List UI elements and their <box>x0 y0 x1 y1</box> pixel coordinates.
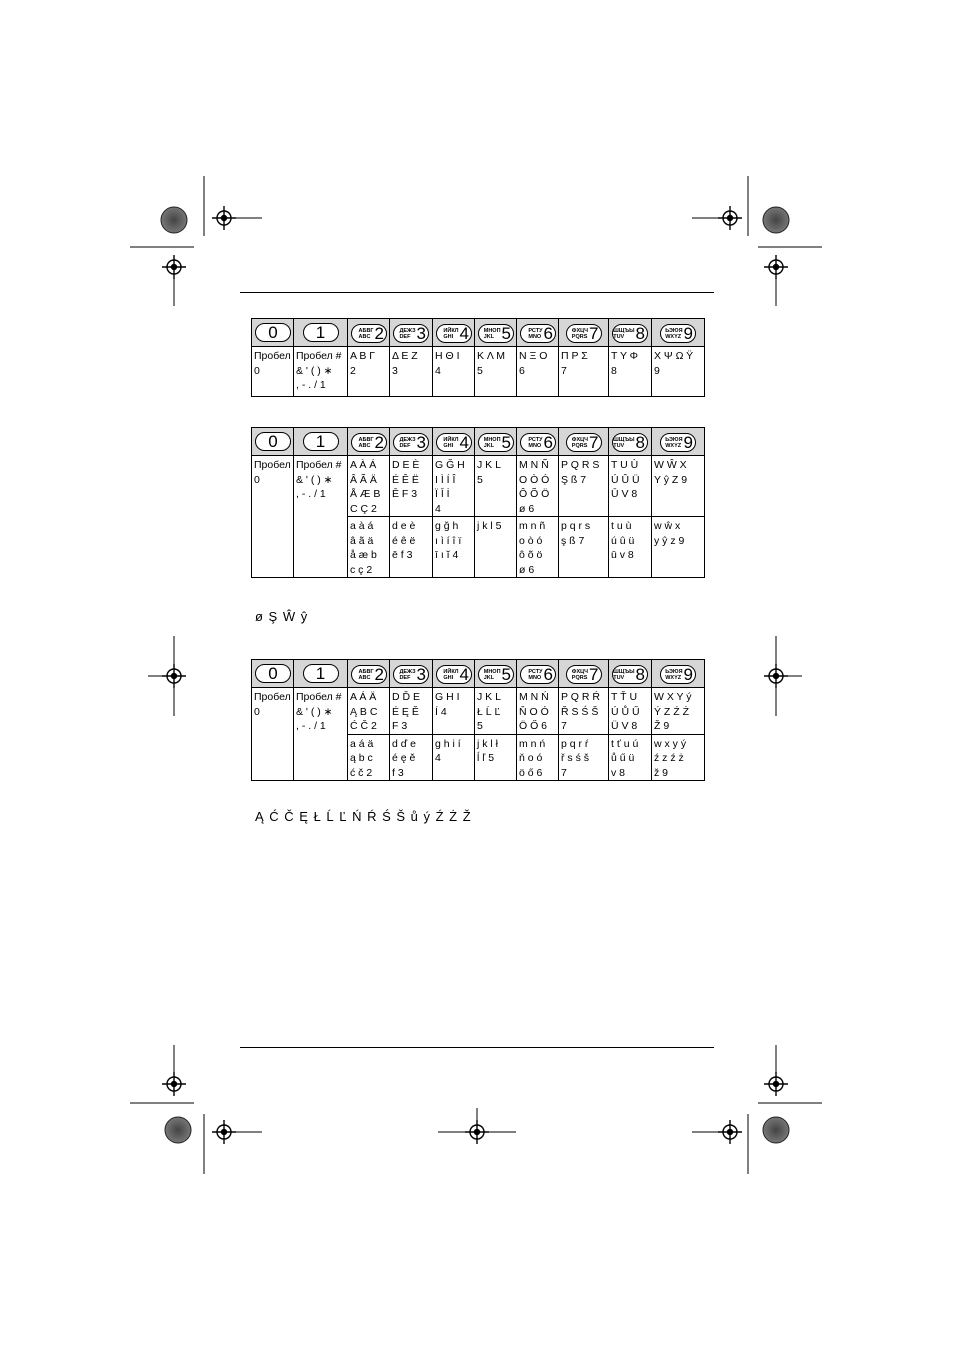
table-cell: G H I Í 4 <box>433 688 475 735</box>
table-cell: P Q R S Ş ß 7 <box>559 456 609 517</box>
key-sub-label <box>443 437 458 449</box>
table-cell: W X Y ý Ý Z Ź Ż Ž 9 <box>652 688 705 735</box>
bottom-rule <box>240 1047 714 1048</box>
table-cell: T U Ù Ú Û Ü Ū V 8 <box>609 456 652 517</box>
key-digit: 7 <box>589 433 599 453</box>
keypad-key-7-icon <box>566 324 602 343</box>
key-digit: 6 <box>543 433 553 453</box>
key-latin-letters: ABC <box>358 333 371 340</box>
key-digit: 1 <box>315 322 326 342</box>
crop-mark-middle-right <box>764 636 802 716</box>
key-cyrillic-letters: АБВГ <box>358 436 374 443</box>
keypad-key-1-icon <box>303 323 339 342</box>
keypad-key-2-icon <box>351 665 387 684</box>
key-digit: 5 <box>501 433 511 453</box>
key-digit: 5 <box>501 324 511 344</box>
key-cyrillic-letters: ЬЭЮЯ <box>665 327 683 334</box>
key-cyrillic-letters: ЬЭЮЯ <box>665 436 683 443</box>
key-latin-letters: PQRS <box>571 442 588 449</box>
key-cyrillic-letters: ФХЦЧ <box>571 436 589 443</box>
key-cyrillic-letters: РСТУ <box>528 668 543 675</box>
key-digit: 3 <box>416 433 426 453</box>
table-cell: P Q R Ŕ Ř S Ś Š 7 <box>559 688 609 735</box>
key-sub-label <box>572 328 588 340</box>
key-sub-label <box>443 669 458 681</box>
keypad-key-8-icon <box>612 665 648 684</box>
key-digit: 9 <box>683 433 693 453</box>
keypad-key-4-icon <box>436 433 472 452</box>
table-cell: t ť u ú ů ű ü v 8 <box>609 734 652 781</box>
key-latin-letters: GHI <box>443 674 454 681</box>
key-sub-label <box>528 669 542 681</box>
key-digit: 4 <box>459 324 469 344</box>
table-cell: d e è é ê ë ē f 3 <box>390 517 433 578</box>
key-cyrillic-letters: ШЩЪЫ <box>613 327 635 334</box>
table-cell: g ğ h ı ì í î ï ī ı ĭ 4 <box>433 517 475 578</box>
key-sub-label <box>484 437 501 449</box>
key-sub-label <box>399 328 415 340</box>
table-cell: g h i í 4 <box>433 734 475 781</box>
key-header-row <box>252 660 705 688</box>
keypad-key-6-icon <box>520 324 556 343</box>
keypad-key-6-icon <box>520 665 556 684</box>
key-latin-letters: DEF <box>399 674 411 681</box>
extended-character-table-1 <box>251 427 705 578</box>
table-cell: Δ E Z 3 <box>390 347 433 397</box>
key-cyrillic-letters: ФХЦЧ <box>571 327 589 334</box>
key-header-cell <box>559 660 609 688</box>
key-sub-label <box>359 437 374 449</box>
key-header-cell <box>390 660 433 688</box>
key-latin-letters: TUV <box>613 333 625 340</box>
key-cyrillic-letters: АБВГ <box>358 327 374 334</box>
keypad-key-7-icon <box>566 433 602 452</box>
key-latin-letters: MNO <box>528 674 542 681</box>
table-cell: d ď e é ę ě f 3 <box>390 734 433 781</box>
key-header-cell <box>559 428 609 456</box>
table-cell: t u ù ú û ü ū v 8 <box>609 517 652 578</box>
crop-mark-top-right <box>692 176 822 306</box>
table-row <box>252 688 705 735</box>
table-cell: m n ñ o ò ó ô õ ö ø 6 <box>517 517 559 578</box>
key-latin-letters: ABC <box>358 442 371 449</box>
table-cell: J K L Ł Ĺ Ľ 5 <box>475 688 517 735</box>
key-sub-label <box>359 328 374 340</box>
keypad-key-2-icon <box>351 324 387 343</box>
key-latin-letters: DEF <box>399 442 411 449</box>
key-latin-letters: DEF <box>399 333 411 340</box>
table-cell: D E È É Ê Ë Ē F 3 <box>390 456 433 517</box>
keypad-key-3-icon <box>393 433 429 452</box>
key-header-cell <box>294 660 348 688</box>
key-header-cell <box>517 660 559 688</box>
key-header-cell <box>348 319 390 347</box>
key-cyrillic-letters: ИЙКЛ <box>443 327 459 334</box>
key-header-cell <box>609 319 652 347</box>
key-digit: 6 <box>543 324 553 344</box>
key-header-cell <box>252 660 294 688</box>
table-cell: p q r ŕ ř s ś š 7 <box>559 734 609 781</box>
key-sub-label <box>484 328 501 340</box>
key-latin-letters: GHI <box>443 442 454 449</box>
keypad-key-9-icon <box>660 324 696 343</box>
keypad-key-4-icon <box>436 665 472 684</box>
keypad-key-5-icon <box>478 433 514 452</box>
table-cell: T Y Φ 8 <box>609 347 652 397</box>
key-digit: 3 <box>416 665 426 685</box>
crop-mark-middle-left <box>148 636 186 716</box>
key-header-cell <box>294 428 348 456</box>
table-cell: Пробел 0 <box>252 688 294 781</box>
keypad-key-1-icon <box>303 432 339 451</box>
key-sub-label <box>665 328 682 340</box>
key-digit: 7 <box>589 665 599 685</box>
keypad-key-7-icon <box>566 665 602 684</box>
keypad-key-6-icon <box>520 433 556 452</box>
key-header-cell <box>390 428 433 456</box>
keypad-key-8-icon <box>612 433 648 452</box>
key-latin-letters: WXYZ <box>665 333 682 340</box>
key-digit: 6 <box>543 665 553 685</box>
key-digit: 8 <box>635 324 645 344</box>
key-cyrillic-letters: МНОП <box>483 668 501 675</box>
key-sub-label <box>613 328 634 340</box>
keypad-key-9-icon <box>660 665 696 684</box>
keypad-key-5-icon <box>478 665 514 684</box>
key-digit: 0 <box>268 322 278 342</box>
key-cyrillic-letters: АБВГ <box>358 668 374 675</box>
key-header-cell <box>559 319 609 347</box>
crop-mark-bottom-right <box>692 1045 822 1174</box>
table-cell: a à á â ã ä å æ b c ç 2 <box>348 517 390 578</box>
key-sub-label <box>665 437 682 449</box>
key-sub-label <box>572 437 588 449</box>
key-latin-letters: JKL <box>483 442 495 449</box>
key-digit: 3 <box>416 324 426 344</box>
table-row <box>252 456 705 517</box>
table-cell: j k l ł ĺ ľ 5 <box>475 734 517 781</box>
crop-mark-bottom-center <box>438 1108 516 1144</box>
key-latin-letters: MNO <box>528 442 542 449</box>
key-latin-letters: GHI <box>443 333 454 340</box>
key-cyrillic-letters: РСТУ <box>528 436 543 443</box>
key-digit: 2 <box>374 665 384 685</box>
table-cell: X Ψ Ω Ϋ 9 <box>652 347 705 397</box>
key-digit: 1 <box>315 663 326 683</box>
key-cyrillic-letters: ДЕЖЗ <box>399 668 416 675</box>
key-digit: 7 <box>589 324 599 344</box>
key-digit: 9 <box>683 324 693 344</box>
key-sub-label <box>484 669 501 681</box>
keypad-key-4-icon <box>436 324 472 343</box>
key-cyrillic-letters: ИЙКЛ <box>443 668 459 675</box>
table-cell: Пробел # & ' ( ) ∗ , - . / 1 <box>294 456 348 578</box>
key-sub-label <box>613 669 634 681</box>
table-cell: H Θ I 4 <box>433 347 475 397</box>
key-digit: 4 <box>459 665 469 685</box>
key-digit: 1 <box>315 431 326 451</box>
table-cell: A Á Ä Ą B C Ć Č 2 <box>348 688 390 735</box>
key-cyrillic-letters: ШЩЪЫ <box>613 668 635 675</box>
key-digit: 5 <box>501 665 511 685</box>
key-header-cell <box>475 319 517 347</box>
key-digit: 8 <box>635 433 645 453</box>
key-sub-label <box>613 437 634 449</box>
keypad-key-2-icon <box>351 433 387 452</box>
key-header-cell <box>475 660 517 688</box>
special-characters-line-2: Ą Ć Č Ę Ł Ĺ Ľ Ń Ŕ Ś Š ů ý Ź Ż Ž <box>255 809 472 824</box>
table-cell: G Ğ H I Ì Í Î Ï Ī İ 4 <box>433 456 475 517</box>
keypad-key-9-icon <box>660 433 696 452</box>
key-latin-letters: JKL <box>483 333 495 340</box>
keypad-key-3-icon <box>393 324 429 343</box>
keypad-key-0-icon <box>255 432 291 451</box>
table-cell: Π P Σ 7 <box>559 347 609 397</box>
table-cell: T Ť U Ú Ů Ű Ü V 8 <box>609 688 652 735</box>
key-latin-letters: WXYZ <box>665 442 682 449</box>
key-header-cell <box>517 428 559 456</box>
key-header-cell <box>475 428 517 456</box>
key-digit: 4 <box>459 433 469 453</box>
table-cell: W Ŵ X Y ŷ Z 9 <box>652 456 705 517</box>
table-cell: Пробел 0 <box>252 347 294 397</box>
key-header-row <box>252 428 705 456</box>
key-cyrillic-letters: ЬЭЮЯ <box>665 668 683 675</box>
top-rule <box>240 292 714 293</box>
table-cell: Пробел 0 <box>252 456 294 578</box>
key-digit: 9 <box>683 665 693 685</box>
key-header-cell <box>652 319 705 347</box>
key-header-cell <box>609 428 652 456</box>
key-cyrillic-letters: ДЕЖЗ <box>399 436 416 443</box>
key-latin-letters: TUV <box>613 442 625 449</box>
key-digit: 2 <box>374 433 384 453</box>
table-cell: Пробел # & ' ( ) ∗ , - . / 1 <box>294 688 348 781</box>
key-header-cell <box>252 319 294 347</box>
key-sub-label <box>399 437 415 449</box>
table-cell: m n ń ň o ó ö ő 6 <box>517 734 559 781</box>
table-cell: J K L 5 <box>475 456 517 517</box>
key-header-cell <box>294 319 348 347</box>
key-cyrillic-letters: ИЙКЛ <box>443 436 459 443</box>
table-cell: K Λ M 5 <box>475 347 517 397</box>
greek-character-table <box>251 318 705 397</box>
key-cyrillic-letters: ШЩЪЫ <box>613 436 635 443</box>
keypad-key-5-icon <box>478 324 514 343</box>
key-latin-letters: PQRS <box>571 674 588 681</box>
key-latin-letters: TUV <box>613 674 625 681</box>
key-digit: 0 <box>268 663 278 683</box>
key-header-cell <box>609 660 652 688</box>
key-header-cell <box>517 319 559 347</box>
key-header-cell <box>652 660 705 688</box>
key-digit: 0 <box>268 431 278 451</box>
crop-mark-top-left <box>130 176 262 306</box>
key-header-cell <box>433 428 475 456</box>
key-cyrillic-letters: МНОП <box>483 436 501 443</box>
table-cell: w ŵ x y ŷ z 9 <box>652 517 705 578</box>
key-header-cell <box>652 428 705 456</box>
key-sub-label <box>528 437 542 449</box>
key-sub-label <box>399 669 415 681</box>
key-sub-label <box>528 328 542 340</box>
table-cell: a á ä ą b c ć č 2 <box>348 734 390 781</box>
table-cell: w x y ý ź z ź ż ž 9 <box>652 734 705 781</box>
extended-character-table-2 <box>251 659 705 781</box>
key-cyrillic-letters: ДЕЖЗ <box>399 327 416 334</box>
key-latin-letters: MNO <box>528 333 542 340</box>
keypad-key-1-icon <box>303 664 339 683</box>
key-latin-letters: PQRS <box>571 333 588 340</box>
table-cell: A B Γ 2 <box>348 347 390 397</box>
table-cell: j k l 5 <box>475 517 517 578</box>
key-latin-letters: WXYZ <box>665 674 682 681</box>
table-cell: A À Á Â Ã Ä Å Æ B C Ç 2 <box>348 456 390 517</box>
key-header-cell <box>390 319 433 347</box>
table-cell: Пробел # & ' ( ) ∗ , - . / 1 <box>294 347 348 397</box>
table-cell: M N Ñ O Ò Ó Ô Õ Ö ø 6 <box>517 456 559 517</box>
special-characters-line-1: ø Ş Ŵ ŷ <box>255 609 309 624</box>
crop-mark-bottom-left <box>130 1045 262 1174</box>
table-cell: D Ď E É Ę Ě F 3 <box>390 688 433 735</box>
key-latin-letters: ABC <box>358 674 371 681</box>
key-header-cell <box>252 428 294 456</box>
keypad-key-0-icon <box>255 664 291 683</box>
key-header-cell <box>433 660 475 688</box>
key-digit: 8 <box>635 665 645 685</box>
keypad-key-0-icon <box>255 323 291 342</box>
key-header-row <box>252 319 705 347</box>
key-cyrillic-letters: МНОП <box>483 327 501 334</box>
key-cyrillic-letters: РСТУ <box>528 327 543 334</box>
table-row <box>252 347 705 397</box>
key-header-cell <box>348 428 390 456</box>
table-cell: p q r s ş ß 7 <box>559 517 609 578</box>
table-cell: M N Ń Ň O Ó Ö Ő 6 <box>517 688 559 735</box>
keypad-key-8-icon <box>612 324 648 343</box>
table-cell: N Ξ O 6 <box>517 347 559 397</box>
key-latin-letters: JKL <box>483 674 495 681</box>
key-sub-label <box>443 328 458 340</box>
key-sub-label <box>572 669 588 681</box>
keypad-key-3-icon <box>393 665 429 684</box>
key-sub-label <box>359 669 374 681</box>
key-header-cell <box>433 319 475 347</box>
key-sub-label <box>665 669 682 681</box>
key-digit: 2 <box>374 324 384 344</box>
key-cyrillic-letters: ФХЦЧ <box>571 668 589 675</box>
key-header-cell <box>348 660 390 688</box>
